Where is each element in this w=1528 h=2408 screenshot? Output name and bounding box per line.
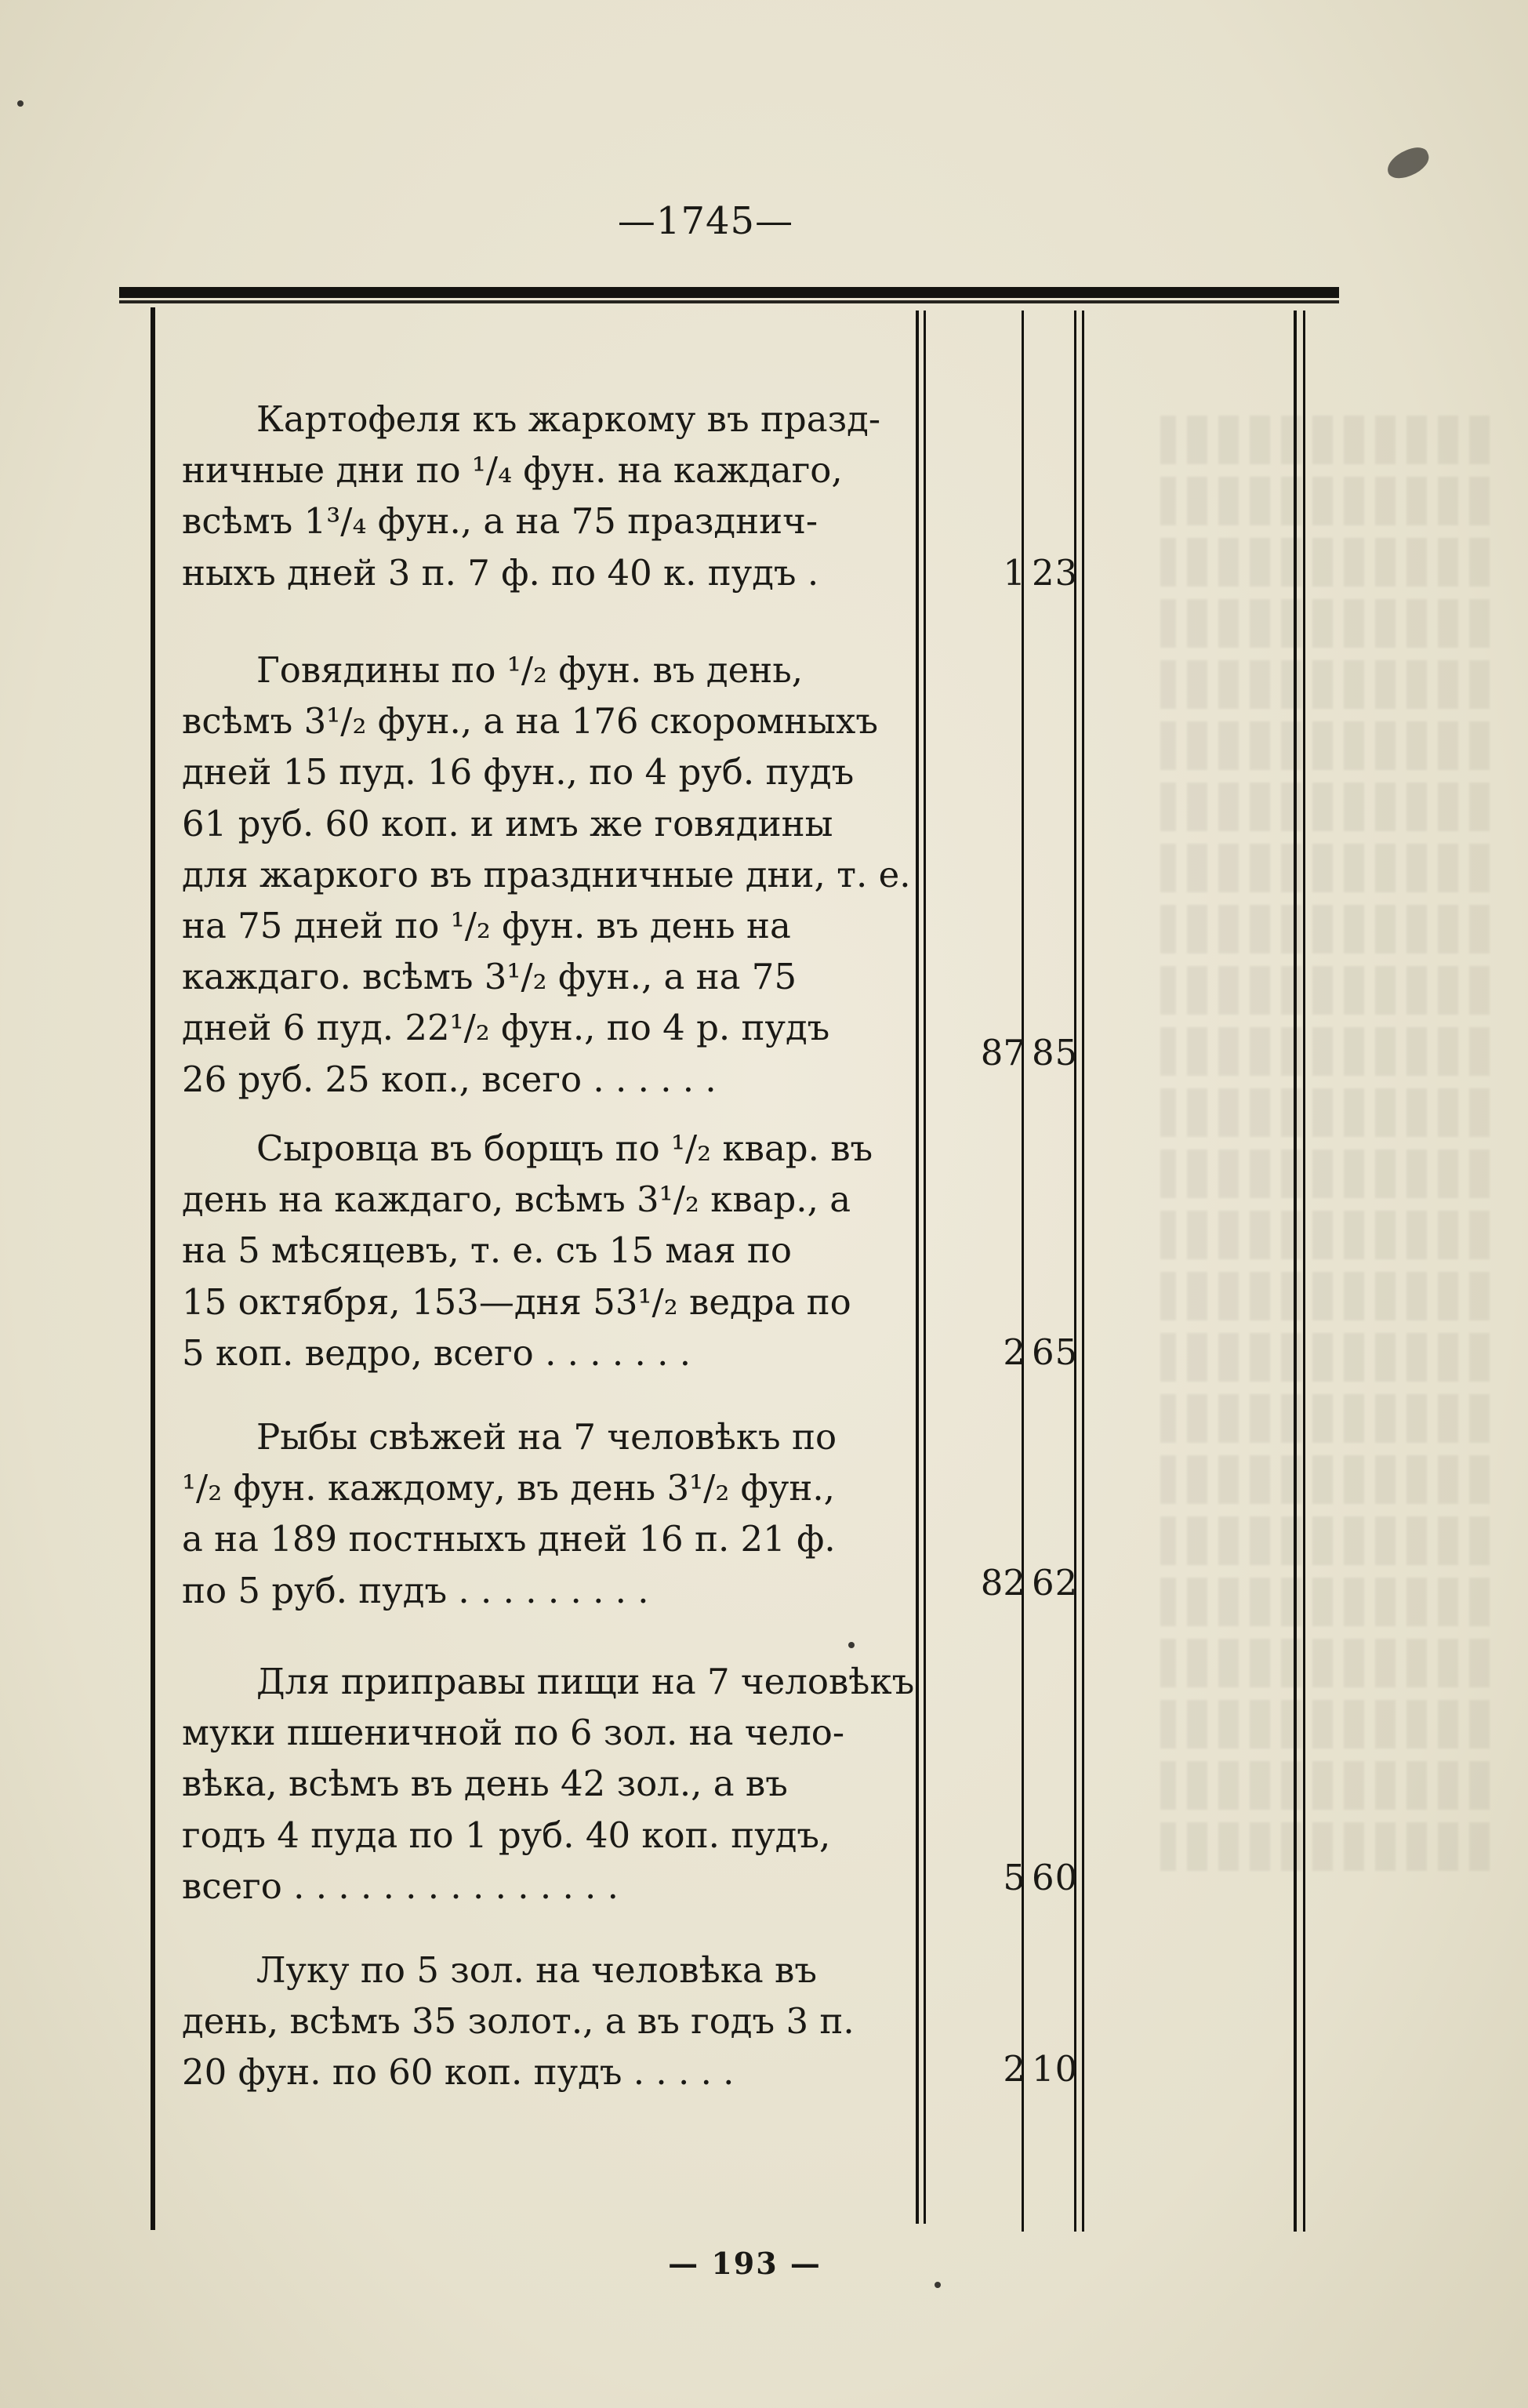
entry-line: Для приправы пищи на 7 человѣкъ bbox=[256, 1661, 915, 1702]
text-column-rule-double bbox=[924, 311, 926, 2224]
entry-line: ¹/₂ фун. каждому, въ день 3¹/₂ фун., bbox=[182, 1467, 835, 1509]
amount-kopecks: 10 bbox=[1032, 2048, 1079, 2090]
ink-speck bbox=[935, 2282, 941, 2288]
ink-speck bbox=[17, 100, 24, 107]
kop-column-rule bbox=[1074, 311, 1076, 2232]
ledger-entry bbox=[182, 1945, 903, 2098]
amount-rubles: 2 bbox=[1003, 1331, 1025, 1373]
ledger-entry bbox=[182, 645, 911, 1105]
entry-line: дней 15 пуд. 16 фун., по 4 руб. пудъ bbox=[182, 751, 855, 794]
amount-rubles: 5 bbox=[1003, 1857, 1025, 1898]
ink-smudge bbox=[1383, 143, 1433, 183]
bleed-through-text bbox=[1160, 416, 1490, 1883]
table-right-border bbox=[1294, 311, 1297, 2232]
ink-speck bbox=[848, 1642, 855, 1648]
table-left-border bbox=[151, 307, 155, 2230]
entry-line: 20 фун. по 60 коп. пудъ . . . . . bbox=[182, 2051, 735, 2094]
table-top-rule bbox=[119, 287, 1339, 298]
amount-rubles: 82 bbox=[980, 1562, 1025, 1604]
entry-line: 61 руб. 60 коп. и имъ же говядины bbox=[182, 802, 833, 844]
entry-line: всего . . . . . . . . . . . . . . . bbox=[182, 1865, 619, 1907]
amount-kopecks: 65 bbox=[1032, 1331, 1079, 1373]
entry-line: 26 руб. 25 коп., всего . . . . . . bbox=[182, 1058, 717, 1100]
amount-rubles: 87 bbox=[980, 1032, 1025, 1073]
amount-rubles: 2 bbox=[1003, 2048, 1025, 2090]
page-header: —1745— bbox=[617, 199, 794, 243]
amount-rubles: 1 bbox=[1003, 552, 1025, 594]
ledger-entry bbox=[182, 1411, 903, 1616]
rub-column-rule bbox=[1022, 311, 1024, 2232]
entry-line: вѣка, всѣмъ въ день 42 зол., а въ bbox=[182, 1763, 788, 1805]
table-right-border-double bbox=[1303, 311, 1305, 2232]
ledger-entry bbox=[182, 1656, 915, 1912]
entry-line: всѣмъ 3¹/₂ фун., а на 176 скоромныхъ bbox=[182, 700, 878, 743]
entry-line: Сыровца въ борщъ по ¹/₂ квар. въ bbox=[256, 1128, 873, 1169]
entry-line: а на 189 постныхъ дней 16 п. 21 ф. bbox=[182, 1518, 836, 1560]
entry-line: ныхъ дней 3 п. 7 ф. по 40 к. пудъ . bbox=[182, 551, 819, 594]
entry-line: каждаго. всѣмъ 3¹/₂ фун., а на 75 bbox=[182, 956, 797, 998]
entry-line: день, всѣмъ 35 золот., а въ годъ 3 п. bbox=[182, 2000, 855, 2043]
entry-line: Рыбы свѣжей на 7 человѣкъ по bbox=[256, 1416, 837, 1458]
entry-line: для жаркого въ праздничные дни, т. е. bbox=[182, 853, 911, 895]
entry-line: 15 октября, 153—дня 53¹/₂ ведра по bbox=[182, 1280, 851, 1323]
amount-kopecks: 60 bbox=[1032, 1857, 1079, 1898]
amount-kopecks: 62 bbox=[1032, 1562, 1079, 1604]
entry-line: Картофеля къ жаркому въ празд- bbox=[256, 398, 881, 440]
amount-kopecks: 85 bbox=[1032, 1032, 1079, 1073]
entry-line: на 75 дней по ¹/₂ фун. въ день на bbox=[182, 905, 791, 947]
entry-line: день на каждаго, всѣмъ 3¹/₂ квар., а bbox=[182, 1179, 851, 1221]
page-footer: — 193 — bbox=[668, 2246, 822, 2281]
entry-line: на 5 мѣсяцевъ, т. е. съ 15 мая по bbox=[182, 1229, 792, 1272]
entry-line: всѣмъ 1³/₄ фун., а на 75 празднич- bbox=[182, 500, 818, 543]
amount-kopecks: 23 bbox=[1032, 552, 1079, 594]
text-column-rule bbox=[916, 311, 919, 2224]
ledger-entry bbox=[182, 1123, 903, 1378]
table-top-rule-thin bbox=[119, 300, 1339, 303]
ledger-entry bbox=[182, 394, 903, 598]
kop-column-rule-double bbox=[1082, 311, 1084, 2232]
entry-line: муки пшеничной по 6 зол. на чело- bbox=[182, 1712, 845, 1754]
entry-line: Говядины по ¹/₂ фун. въ день, bbox=[256, 649, 804, 691]
entry-line: 5 коп. ведро, всего . . . . . . . bbox=[182, 1331, 691, 1374]
entry-line: Луку по 5 зол. на человѣка въ bbox=[256, 1949, 817, 1991]
entry-line: ничные дни по ¹/₄ фун. на каждаго, bbox=[182, 449, 843, 492]
entry-line: по 5 руб. пудъ . . . . . . . . . bbox=[182, 1569, 649, 1611]
entry-line: годъ 4 пуда по 1 руб. 40 коп. пудъ, bbox=[182, 1814, 831, 1856]
entry-line: дней 6 пуд. 22¹/₂ фун., по 4 р. пудъ bbox=[182, 1007, 830, 1049]
